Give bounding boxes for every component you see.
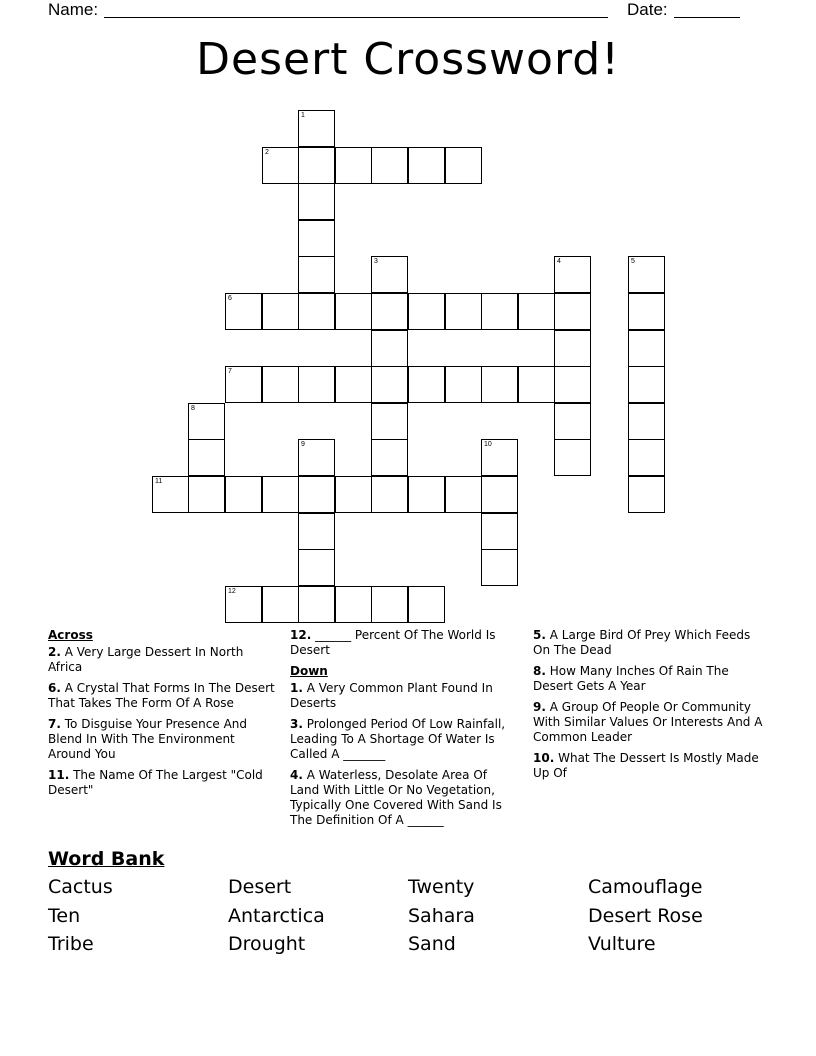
name-field[interactable] [104, 17, 608, 18]
crossword-cell[interactable] [225, 293, 262, 330]
down-heading: Down [290, 664, 328, 678]
crossword-cell[interactable] [371, 403, 408, 440]
word-bank-item: Vulture [588, 933, 656, 955]
crossword-cell[interactable] [628, 439, 665, 476]
across-clue [48, 681, 276, 711]
clue-number-label: 11 [155, 478, 163, 485]
crossword-cell[interactable] [554, 256, 591, 293]
clue-number: 6. [48, 681, 61, 695]
across-heading: Across [48, 628, 93, 642]
clue-text: What The Dessert Is Mostly Made Up Of [533, 751, 759, 780]
clue-number-label: 5 [631, 258, 635, 265]
crossword-cell[interactable] [298, 513, 335, 550]
clue-number: 2. [48, 645, 61, 659]
crossword-cell[interactable] [335, 293, 372, 330]
crossword-cell[interactable] [371, 293, 408, 330]
down-clue [533, 751, 769, 781]
word-bank-item: Ten [48, 905, 81, 927]
crossword-cell[interactable] [554, 439, 591, 476]
down-clue [290, 717, 518, 762]
clue-number-label: 1 [301, 112, 305, 119]
crossword-cell[interactable] [298, 110, 335, 147]
crossword-cell[interactable] [481, 439, 518, 476]
word-bank-item: Antarctica [228, 905, 325, 927]
clue-number: 4. [290, 768, 303, 782]
crossword-cell[interactable] [554, 403, 591, 440]
crossword-cell[interactable] [481, 293, 518, 330]
clue-text: A Crystal That Forms In The Desert That Takes The Form Of A Rose [48, 681, 275, 710]
crossword-cell[interactable] [371, 330, 408, 367]
word-bank-item: Sahara [408, 905, 475, 927]
clue-text: A Very Large Dessert In North Africa [48, 645, 244, 674]
crossword-cell[interactable] [481, 513, 518, 550]
clue-text: A Waterless, Desolate Area Of Land With Little Or No Vegetation, Typically One Covered With Sand Is The Definition Of A ______ [290, 768, 502, 827]
across-clue [48, 717, 276, 762]
crossword-cell[interactable] [371, 147, 408, 184]
clues-column-3 [533, 628, 769, 787]
clue-text: The Name Of The Largest "Cold Desert" [48, 768, 263, 797]
crossword-cell[interactable] [445, 366, 482, 403]
crossword-cell[interactable] [371, 586, 408, 623]
crossword-cell[interactable] [481, 366, 518, 403]
clue-number: 9. [533, 700, 546, 714]
clue-number: 10. [533, 751, 555, 765]
clue-text: A Large Bird Of Prey Which Feeds On The Dead [533, 628, 751, 657]
down-clue [533, 664, 769, 694]
word-bank-item: Desert [228, 876, 292, 898]
word-bank-item: Cactus [48, 876, 113, 898]
crossword-cell[interactable] [445, 476, 482, 513]
crossword-cell[interactable] [628, 330, 665, 367]
crossword-cell[interactable] [371, 256, 408, 293]
page-title: Desert Crossword! [196, 34, 620, 85]
crossword-cell[interactable] [445, 147, 482, 184]
crossword-cell[interactable] [262, 476, 299, 513]
crossword-cell[interactable] [225, 476, 262, 513]
crossword-cell[interactable] [335, 586, 372, 623]
crossword-cell[interactable] [554, 293, 591, 330]
clue-number-label: 10 [484, 441, 492, 448]
name-label: Name: [48, 0, 99, 19]
clue-number: 1. [290, 681, 303, 695]
clue-number: 11. [48, 768, 70, 782]
down-clue [533, 628, 769, 658]
clue-number-label: 12 [228, 588, 236, 595]
crossword-cell[interactable] [335, 366, 372, 403]
crossword-cell[interactable] [335, 476, 372, 513]
crossword-cell[interactable] [262, 586, 299, 623]
across-clue [48, 768, 276, 798]
word-bank-item: Twenty [408, 876, 475, 898]
crossword-cell[interactable] [298, 586, 335, 623]
crossword-cell[interactable] [554, 366, 591, 403]
clue-number-label: 9 [301, 441, 305, 448]
crossword-cell[interactable] [225, 586, 262, 623]
crossword-cell[interactable] [298, 439, 335, 476]
crossword-cell[interactable] [188, 439, 225, 476]
word-bank-item: Tribe [48, 933, 94, 955]
crossword-cell[interactable] [262, 293, 299, 330]
crossword-cell[interactable] [371, 439, 408, 476]
crossword-cell[interactable] [298, 366, 335, 403]
clue-text: A Group Of People Or Community With Similar Values Or Interests And A Common Leader [533, 700, 763, 744]
crossword-cell[interactable] [628, 476, 665, 513]
crossword-cell[interactable] [408, 147, 445, 184]
crossword-cell[interactable] [408, 476, 445, 513]
clue-number: 7. [48, 717, 61, 731]
crossword-cell[interactable] [408, 293, 445, 330]
header [0, 0, 816, 24]
word-bank-title: Word Bank [48, 848, 165, 870]
across-clue [48, 645, 276, 675]
clue-number-label: 2 [265, 149, 269, 156]
crossword-cell[interactable] [298, 183, 335, 220]
clue-number: 3. [290, 717, 303, 731]
crossword-cell[interactable] [335, 147, 372, 184]
down-clue [290, 768, 518, 828]
crossword-cell[interactable] [262, 366, 299, 403]
clue-text: To Disguise Your Presence And Blend In With The Environment Around You [48, 717, 248, 761]
across-clue [290, 628, 518, 658]
clue-text: ______ Percent Of The World Is Desert [290, 628, 496, 657]
clue-text: Prolonged Period Of Low Rainfall, Leading To A Shortage Of Water Is Called A _______ [290, 717, 506, 761]
clue-text: A Very Common Plant Found In Deserts [290, 681, 493, 710]
clue-text: How Many Inches Of Rain The Desert Gets A Year [533, 664, 729, 693]
clue-number-label: 8 [191, 405, 195, 412]
crossword-cell[interactable] [298, 147, 335, 184]
word-bank-item: Sand [408, 933, 456, 955]
crossword-cell[interactable] [628, 293, 665, 330]
crossword-cell[interactable] [298, 220, 335, 257]
crossword-cell[interactable] [628, 366, 665, 403]
crossword-cell[interactable] [298, 476, 335, 513]
crossword-cell[interactable] [481, 476, 518, 513]
crossword-cell[interactable] [225, 366, 262, 403]
clue-number-label: 6 [228, 295, 232, 302]
crossword-cell[interactable] [298, 293, 335, 330]
crossword-cell[interactable] [298, 549, 335, 586]
crossword-cell[interactable] [554, 330, 591, 367]
word-bank-item: Drought [228, 933, 306, 955]
down-clue [290, 681, 518, 711]
clue-number-label: 4 [557, 258, 561, 265]
crossword-cell[interactable] [188, 476, 225, 513]
date-label: Date: [627, 0, 668, 19]
clue-number: 8. [533, 664, 546, 678]
word-bank-item: Desert Rose [588, 905, 703, 927]
down-clue [533, 700, 769, 745]
crossword-cell[interactable] [262, 147, 299, 184]
clue-number-label: 7 [228, 368, 232, 375]
crossword-cell[interactable] [152, 476, 189, 513]
crossword-cell[interactable] [371, 476, 408, 513]
clues-column-2 [290, 628, 518, 834]
date-field[interactable] [674, 17, 740, 18]
crossword-cell[interactable] [298, 256, 335, 293]
crossword-cell[interactable] [518, 293, 555, 330]
crossword-cell[interactable] [518, 366, 555, 403]
word-bank-item: Camouflage [588, 876, 703, 898]
crossword-cell[interactable] [481, 549, 518, 586]
crossword-cell[interactable] [188, 403, 225, 440]
crossword-cell[interactable] [371, 366, 408, 403]
clue-number-label: 3 [374, 258, 378, 265]
clue-number: 12. [290, 628, 312, 642]
crossword-cell[interactable] [628, 256, 665, 293]
crossword-cell[interactable] [445, 293, 482, 330]
clue-number: 5. [533, 628, 546, 642]
crossword-cell[interactable] [408, 586, 445, 623]
crossword-cell[interactable] [628, 403, 665, 440]
clues-column-1 [48, 628, 276, 804]
crossword-cell[interactable] [408, 366, 445, 403]
